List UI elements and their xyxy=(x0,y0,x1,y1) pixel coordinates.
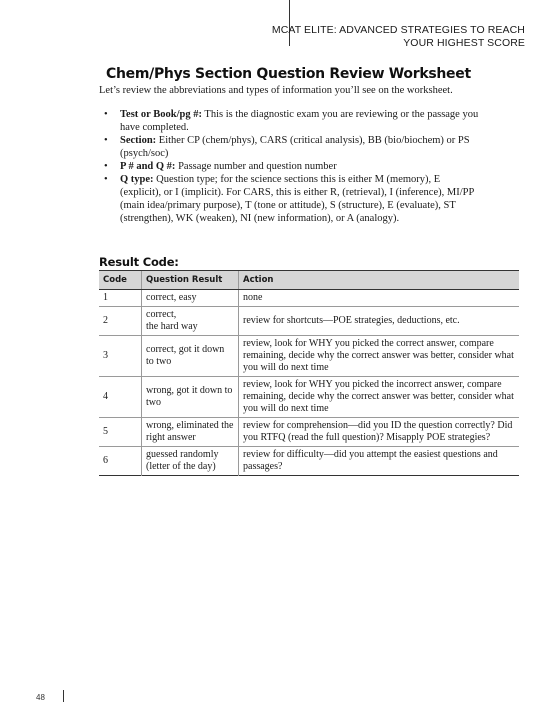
cell-code: 4 xyxy=(99,377,142,418)
table-row xyxy=(99,447,519,476)
cell-action: review, look for WHY you picked the correct answer, compare remaining, decide why the correct answer was better, consider what you will do next time xyxy=(239,336,520,377)
table-row xyxy=(99,418,519,447)
definition-item xyxy=(99,108,479,134)
definition-text: This is the diagnostic exam you are reviewing or the passage you have completed. xyxy=(120,109,479,133)
cell-question-result: correct, got it down to two xyxy=(142,336,239,377)
table-header-row xyxy=(99,271,519,290)
definition-term: P # and Q #: xyxy=(120,161,176,172)
table-row xyxy=(99,290,519,307)
column-header-action: Action xyxy=(239,271,520,290)
definition-term: Section: xyxy=(120,135,157,146)
cell-action: review for difficulty—did you attempt the easiest questions and passages? xyxy=(239,447,520,476)
cell-action: review for shortcuts—POE strategies, deductions, etc. xyxy=(239,307,520,336)
cell-question-result: guessed randomly (letter of the day) xyxy=(142,447,239,476)
intro-text: Let’s review the abbreviations and types of information you’ll see on the worksheet. xyxy=(99,85,453,96)
cell-code: 5 xyxy=(99,418,142,447)
cell-code: 2 xyxy=(99,307,142,336)
cell-code: 6 xyxy=(99,447,142,476)
running-header-line-1: MCAT ELITE: ADVANCED STRATEGIES TO REACH xyxy=(271,24,525,36)
cell-action: none xyxy=(239,290,520,307)
result-code-table xyxy=(99,270,519,476)
table-row xyxy=(99,307,519,336)
definition-item xyxy=(99,160,479,173)
page-number: 48 xyxy=(36,693,45,702)
definition-text: Either CP (chem/phys), CARS (critical analysis), BB (bio/biochem) or PS (psych/soc) xyxy=(120,135,470,159)
column-header-code: Code xyxy=(99,271,142,290)
cell-code: 1 xyxy=(103,292,108,303)
table-row xyxy=(99,377,519,418)
definition-term: Test or Book/pg #: xyxy=(120,109,202,120)
definition-text: Passage number and question number xyxy=(178,161,337,172)
footer-divider xyxy=(63,690,64,702)
column-header-question-result: Question Result xyxy=(142,271,239,290)
cell-action: review, look for WHY you picked the incorrect answer, compare remaining, decide why the correct answer was better, consider what you will do next time xyxy=(239,377,520,418)
cell-question-result: wrong, eliminated the right answer xyxy=(142,418,239,447)
table-row xyxy=(99,336,519,377)
definition-term: Q type: xyxy=(120,174,154,185)
definition-item xyxy=(99,134,479,160)
running-header xyxy=(272,24,525,49)
cell-question-result: correct, easy xyxy=(142,290,239,307)
cell-action: review for comprehension—did you ID the question correctly? Did you RTFQ (read the full question)? Misapply POE strategies? xyxy=(239,418,520,447)
definitions-list xyxy=(99,108,479,225)
cell-question-result: wrong, got it down to two xyxy=(142,377,239,418)
page-title: Chem/Phys Section Question Review Worksheet xyxy=(106,66,471,82)
definition-item xyxy=(99,173,479,225)
cell-code: 3 xyxy=(99,336,142,377)
result-code-title: Result Code: xyxy=(99,255,179,269)
running-header-line-2: YOUR HIGHEST SCORE xyxy=(403,36,525,49)
definition-text: Question type; for the science sections this is either M (memory), E (explicit), or I (implicit). For CARS, this is either R, (retrieval), I (inference), MI/PP (main idea/primary purpose), T (tone or attitude), S (structure), E (evaluate), ST (strengthen), WK (weaken), NI (new information), or A (analogy). xyxy=(120,174,474,224)
cell-question-result: correct, the hard way xyxy=(142,307,239,336)
